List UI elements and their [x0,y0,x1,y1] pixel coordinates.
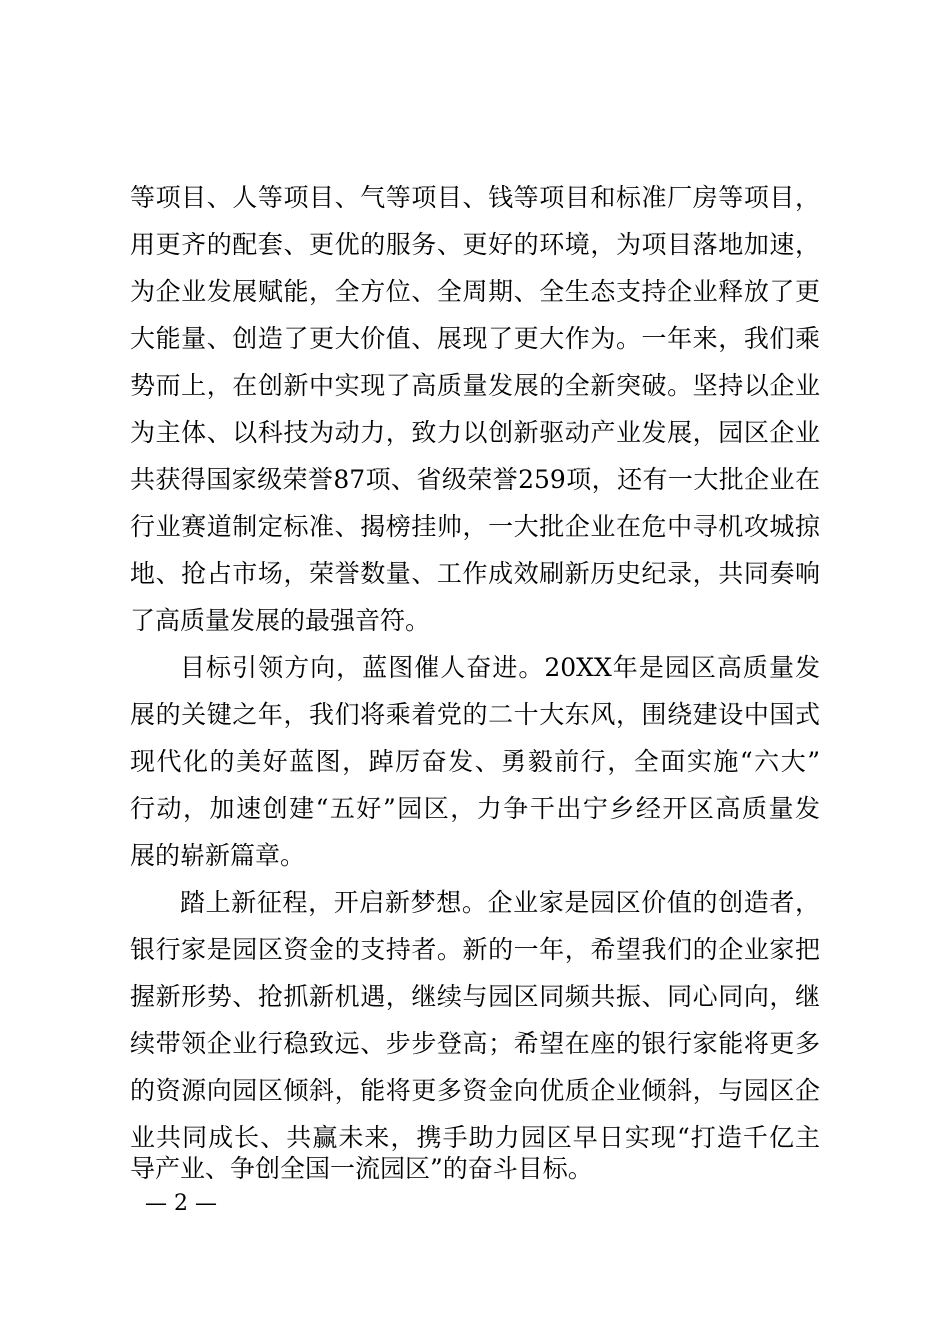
paragraph-line: 为主体、以科技为动力，致力以创新驱动产业发展，园区企业 [130,418,820,447]
paragraph-line: 为企业发展赋能，全方位、全周期、全生态支持企业释放了更 [130,277,820,306]
paragraph-line: 用更齐的配套、更优的服务、更好的环境，为项目落地加速， [130,230,820,259]
paragraph-first-line: 目标引领方向，蓝图催人奋进。20XX年是园区高质量发 [180,653,820,682]
paragraph-line: 行业赛道制定标准、揭榜挂帅，一大批企业在危中寻机攻城掠 [130,512,820,541]
paragraph-line: 行动，加速创建“五好”园区，力争干出宁乡经开区高质量发 [130,794,820,823]
paragraph-line: 展的崭新篇章。 [130,841,306,870]
paragraph-line: 的资源向园区倾斜，能将更多资金向优质企业倾斜，与园区企 [130,1076,820,1105]
paragraph-line: 等项目、人等项目、气等项目、钱等项目和标准厂房等项目， [130,183,820,212]
paragraph-line: 地、抢占市场，荣誉数量、工作成效刷新历史纪录，共同奏响 [130,559,820,588]
paragraph-line: 业共同成长、共赢未来，携手助力园区早日实现“打造千亿主 [130,1123,820,1152]
page-number: — 2 — [145,1191,217,1216]
paragraph-first-line: 踏上新征程，开启新梦想。企业家是园区价值的创造者， [180,888,820,917]
paragraph-line: 现代化的美好蓝图，踔厉奋发、勇毅前行，全面实施“六大” [130,747,820,776]
paragraph-line: 续带领企业行稳致远、步步登高；希望在座的银行家能将更多 [130,1029,820,1058]
paragraph-line: 大能量、创造了更大价值、展现了更大作为。一年来，我们乘 [130,324,820,353]
paragraph-line: 共获得国家级荣誉87项、省级荣誉259项，还有一大批企业在 [130,465,820,494]
paragraph-line: 导产业、争创全国一流园区”的奋斗目标。 [130,1154,593,1183]
paragraph-line: 了高质量发展的最强音符。 [130,606,431,635]
paragraph-line: 势而上，在创新中实现了高质量发展的全新突破。坚持以企业 [130,371,820,400]
paragraph-line: 展的关键之年，我们将乘着党的二十大东风，围绕建设中国式 [130,700,820,729]
paragraph-line: 银行家是园区资金的支持者。新的一年，希望我们的企业家把 [130,935,820,964]
paragraph-line: 握新形势、抢抓新机遇，继续与园区同频共振、同心同向，继 [130,982,820,1011]
